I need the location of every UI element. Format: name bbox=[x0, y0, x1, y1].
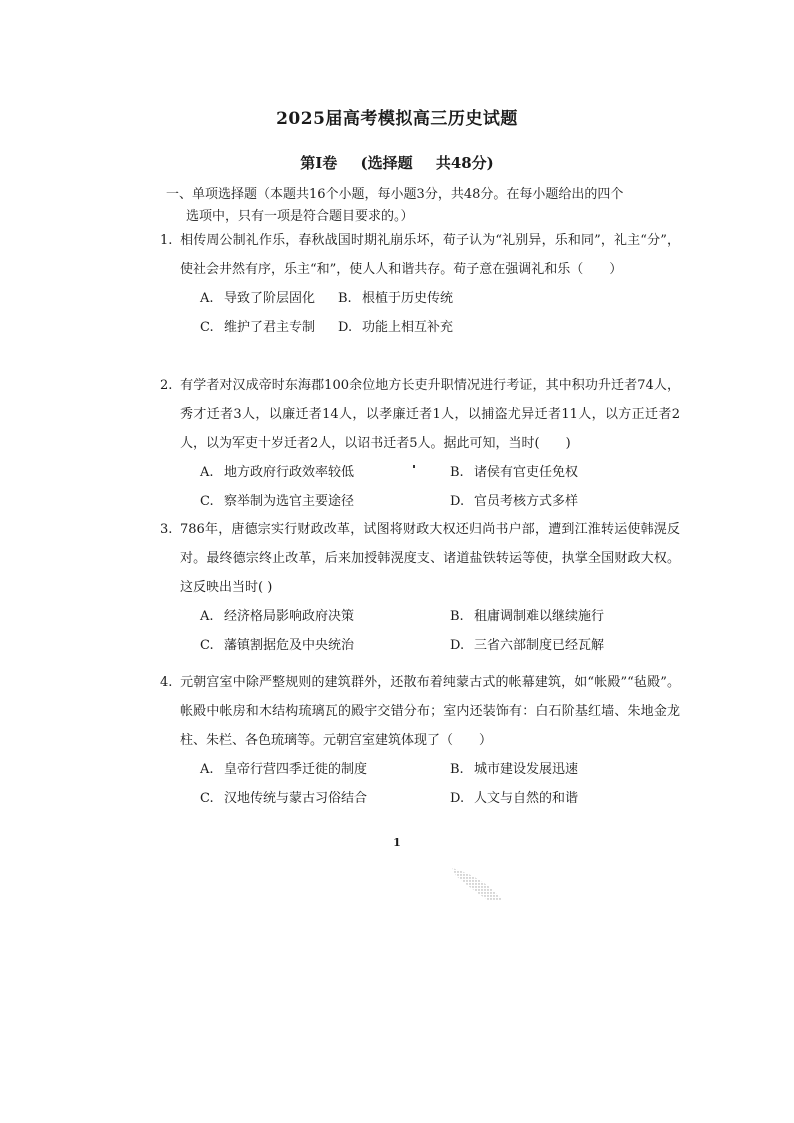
question-text: 相传周公制礼作乐，春秋战国时期礼崩乐坏，荀子认为“礼别异，乐和同”，礼主“分”，使社会井然有序，乐主“和”，使人人和谐共存。荀子意在强调礼和乐（ ） bbox=[180, 233, 680, 277]
option-row bbox=[180, 487, 680, 516]
option-row bbox=[180, 602, 680, 631]
option-b[interactable]: B. 租庸调制难以继续施行 bbox=[450, 609, 605, 624]
option-d[interactable]: D. 功能上相互补充 bbox=[338, 320, 454, 335]
option-a[interactable]: A. 皇帝行营四季迁徙的制度 bbox=[200, 762, 368, 777]
question-number: 1. bbox=[160, 233, 173, 248]
question-stem bbox=[160, 226, 680, 284]
question-stem bbox=[160, 371, 680, 458]
option-c[interactable]: C. 察举制为选官主要途径 bbox=[200, 494, 355, 509]
question-text: 786年，唐德宗实行财政改革，试图将财政大权还归尚书户部，遭到江淮转运使韩滉反对。最终德宗终止改革，后来加授韩滉度支、诸道盐铁转运等使，执掌全国财政大权。这反映出当时( ) bbox=[180, 522, 680, 595]
option-a[interactable]: A. 经济格局影响政府决策 bbox=[200, 609, 355, 624]
option-c[interactable]: C. 汉地传统与蒙古习俗结合 bbox=[200, 791, 368, 806]
question-1 bbox=[160, 226, 680, 342]
volume-label: 第Ⅰ卷 bbox=[300, 154, 338, 172]
option-d[interactable]: D. 三省六部制度已经瓦解 bbox=[450, 638, 605, 653]
question-stem bbox=[160, 668, 680, 755]
question-3 bbox=[160, 515, 680, 660]
option-d[interactable]: D. 人文与自然的和谐 bbox=[450, 791, 579, 806]
option-b[interactable]: B. 城市建设发展迅速 bbox=[450, 762, 579, 777]
question-4 bbox=[160, 668, 680, 813]
section-instruction bbox=[166, 184, 686, 228]
volume-heading bbox=[0, 152, 794, 173]
option-a[interactable]: A. 导致了阶层固化 bbox=[200, 291, 316, 306]
instruction-line-2: 选项中，只有一项是符合题目要求的。） bbox=[186, 209, 414, 224]
option-d[interactable]: D. 官员考核方式多样 bbox=[450, 494, 579, 509]
question-stem bbox=[160, 515, 680, 602]
exam-title: 2025届高考模拟高三历史试题 bbox=[276, 109, 518, 129]
question-number: 4. bbox=[160, 675, 173, 690]
option-a[interactable]: A. 地方政府行政效率较低 bbox=[200, 465, 355, 480]
page-number: 1 bbox=[393, 836, 401, 849]
option-row bbox=[180, 784, 680, 813]
scan-speck bbox=[413, 465, 415, 468]
question-text: 有学者对汉成帝时东海郡100余位地方长吏升职情况进行考证，其中积功升迁者74人，秀才迁者3人，以廉迁者14人，以孝廉迁者1人，以捕盗尤异迁者11人，以方正迁者2人，以为军吏十岁迁者2人，以诏书迁者5人。据此可知，当时( ) bbox=[180, 378, 680, 451]
option-b[interactable]: B. 根植于历史传统 bbox=[338, 291, 454, 306]
option-row bbox=[180, 631, 680, 660]
scan-smudge bbox=[448, 862, 504, 902]
option-row bbox=[180, 458, 680, 487]
instruction-line-1: 一、单项选择题（本题共16个小题，每小题3分，共48分。在每小题给出的四个 bbox=[166, 187, 624, 202]
question-2 bbox=[160, 371, 680, 516]
question-text: 元朝宫室中除严整规则的建筑群外，还散布着纯蒙古式的帐幕建筑，如“帐殿”“毡殿”。帐殿中帐房和木结构琉璃瓦的殿宇交错分布；室内还装饰有：白石阶基红墙、朱地金龙柱、朱栏、各色琉璃等。元朝宫室建筑体现了（ ） bbox=[180, 675, 680, 748]
option-row bbox=[180, 755, 680, 784]
volume-points: 共48分) bbox=[435, 154, 494, 172]
question-number: 2. bbox=[160, 378, 173, 393]
volume-type: (选择题 bbox=[360, 154, 413, 172]
option-row bbox=[180, 284, 680, 313]
option-row bbox=[180, 313, 680, 342]
option-c[interactable]: C. 藩镇割据危及中央统治 bbox=[200, 638, 355, 653]
option-b[interactable]: B. 诸侯有官吏任免权 bbox=[450, 465, 579, 480]
question-number: 3. bbox=[160, 522, 173, 537]
option-c[interactable]: C. 维护了君主专制 bbox=[200, 320, 316, 335]
